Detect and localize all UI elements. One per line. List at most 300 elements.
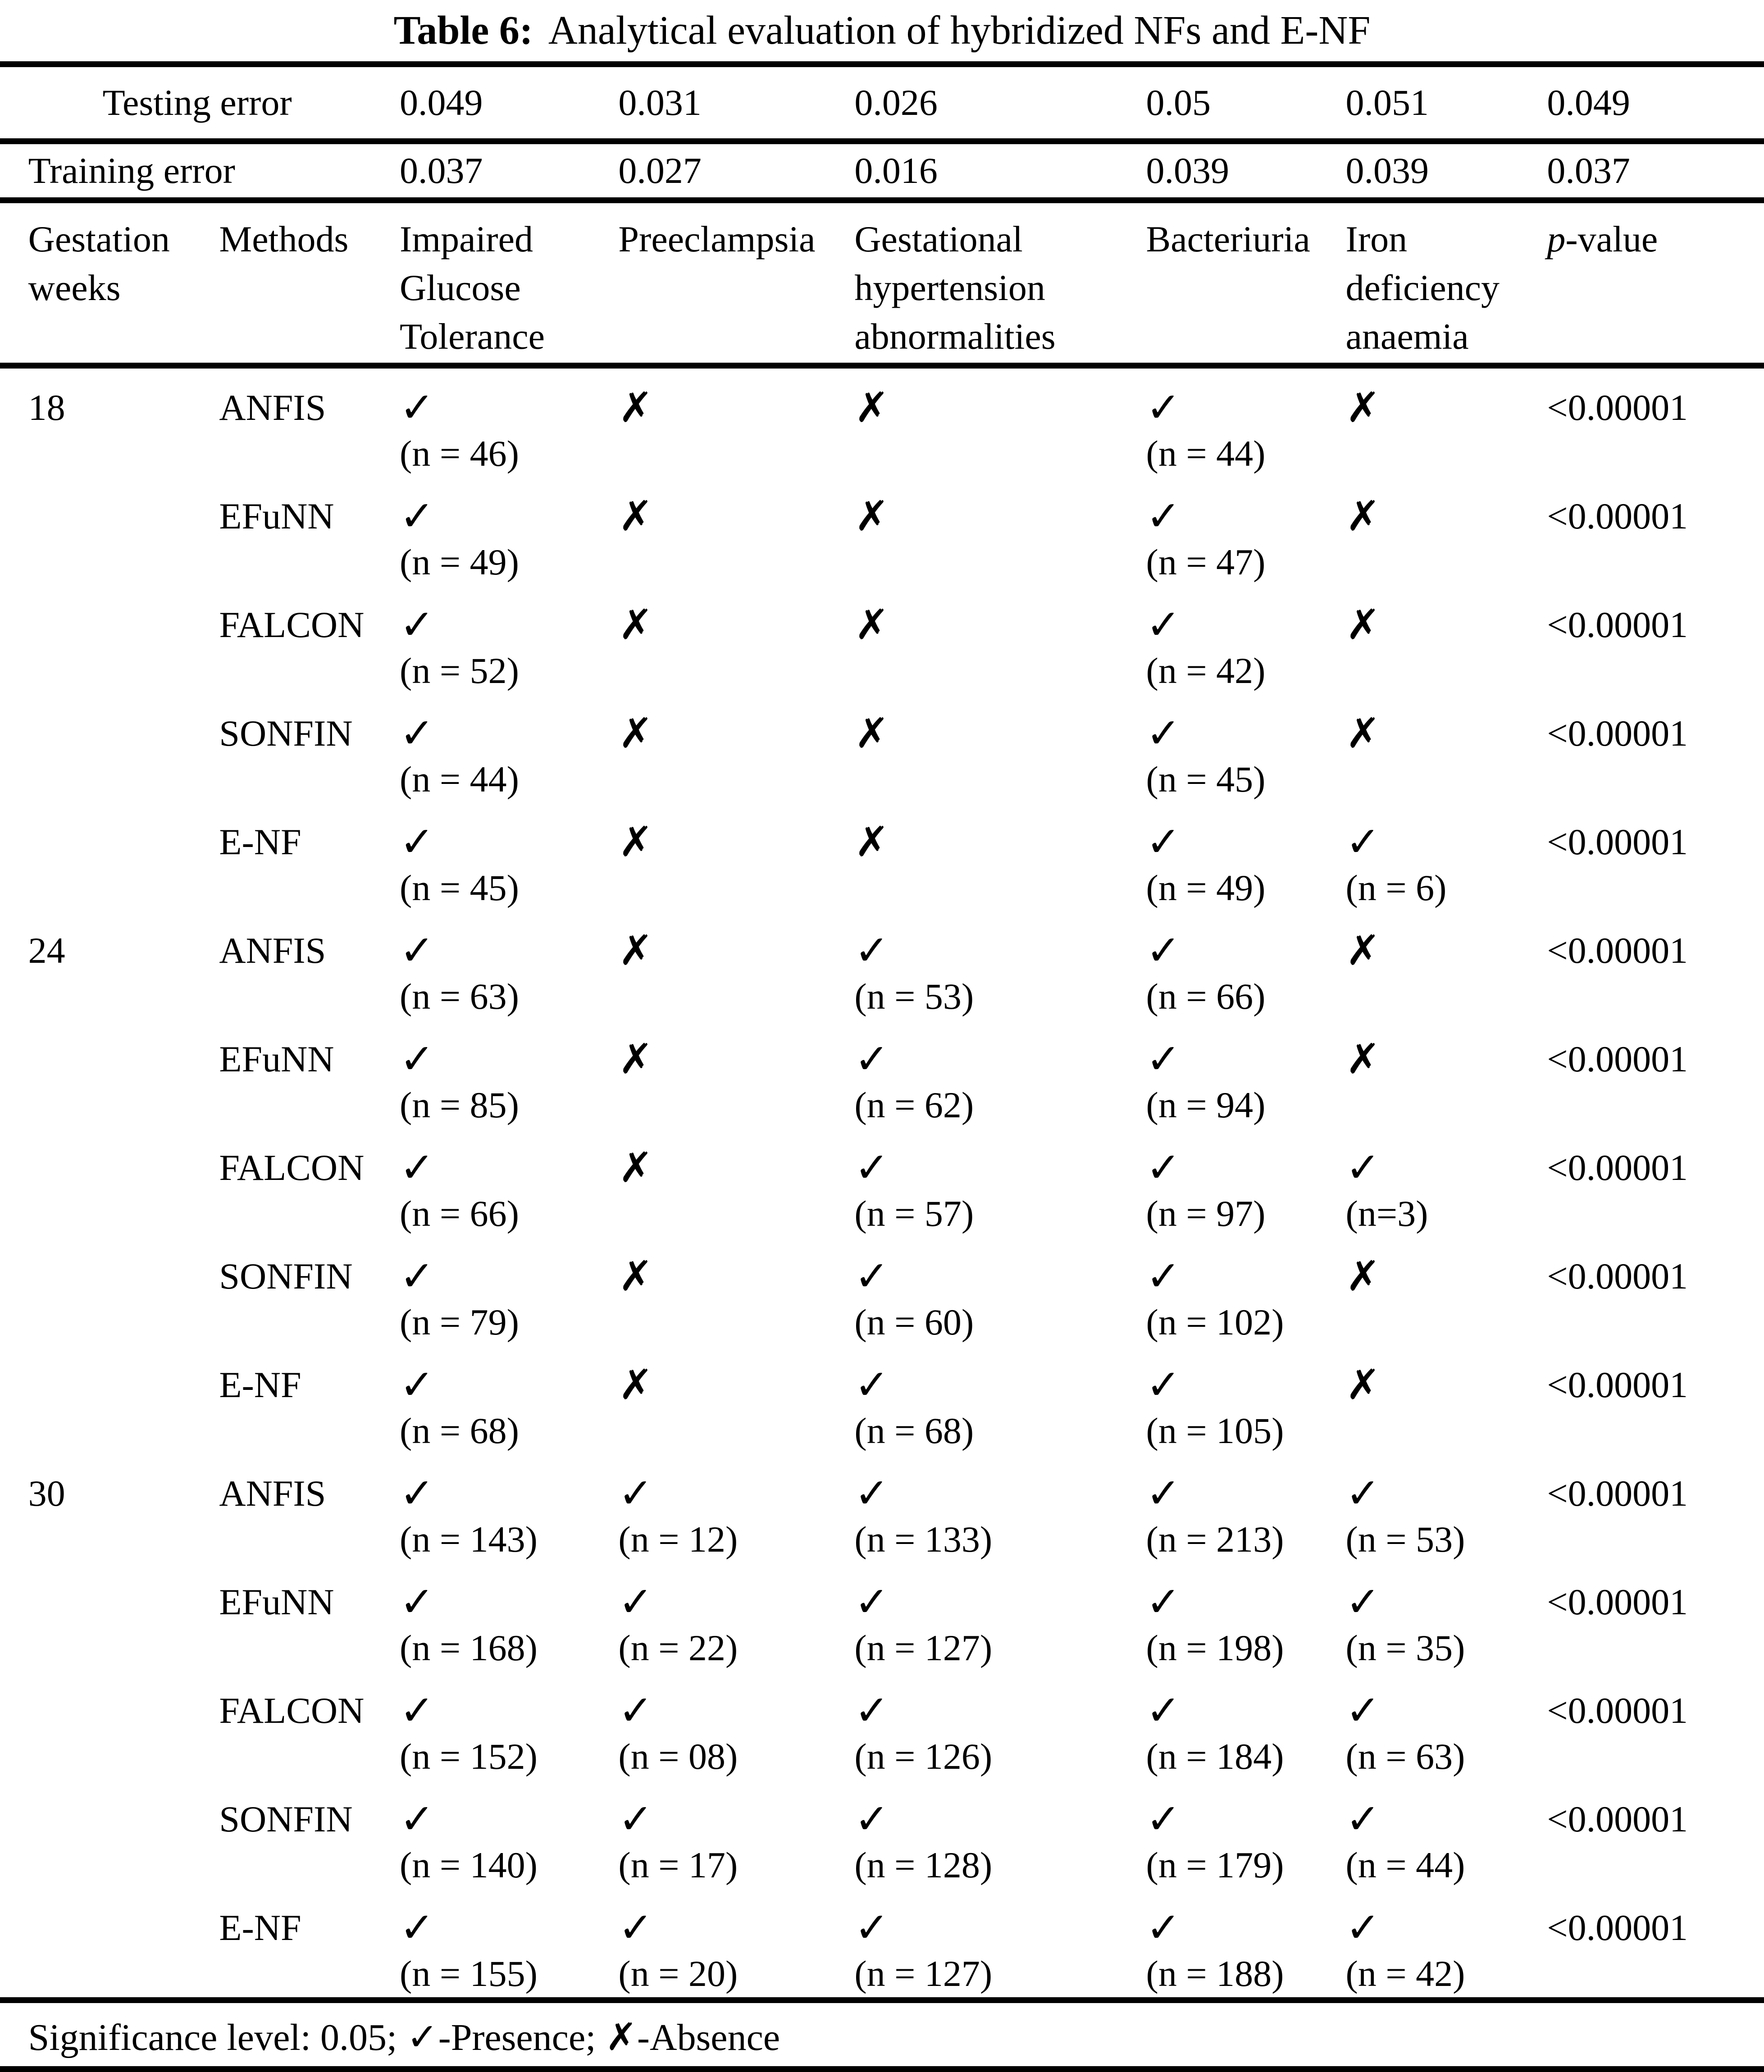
p-value-cell: <0.00001: [1547, 930, 1688, 971]
check-icon: ✓: [854, 1469, 889, 1517]
finding-cell: [1346, 1145, 1547, 1237]
sample-size: (n = 94): [1146, 1084, 1266, 1125]
cross-icon: ✗: [618, 1252, 653, 1300]
finding-cell: [400, 1145, 618, 1237]
significance-note: Significance level: 0.05; ✓-Presence; ✗-Absence: [28, 2017, 780, 2058]
finding-cell: [1346, 1362, 1547, 1454]
gestation-week-cell: [28, 1688, 219, 1780]
check-icon: ✓: [400, 601, 435, 649]
p-value-cell: <0.00001: [1547, 1799, 1688, 1840]
finding-cell: [1146, 1253, 1346, 1346]
check-icon: ✓: [400, 1795, 435, 1843]
gestation-week-cell: [28, 1905, 219, 1997]
finding-cell: [1146, 928, 1346, 1020]
check-icon: ✓: [400, 709, 435, 757]
sample-size: (n = 44): [1345, 1844, 1465, 1885]
table-caption: [0, 0, 1764, 61]
finding-cell: [1146, 1905, 1346, 1997]
check-icon: ✓: [1146, 1252, 1181, 1300]
check-icon: ✓: [400, 1686, 435, 1735]
sample-size: (n=3): [1345, 1193, 1428, 1234]
finding-cell: [1346, 385, 1547, 477]
sample-size: (n = 168): [400, 1627, 538, 1668]
finding-cell: [854, 819, 1146, 911]
horizontal-rule: [0, 197, 1764, 203]
finding-cell: [1146, 602, 1346, 694]
sample-size: (n = 188): [1146, 1953, 1284, 1994]
table-row: [0, 1889, 1764, 1997]
method-cell: E-NF: [219, 1907, 301, 1948]
finding-cell: [618, 385, 854, 477]
cross-icon: ✗: [618, 1035, 653, 1083]
check-icon: ✓: [1146, 926, 1181, 975]
table-row: [0, 1129, 1764, 1237]
method-cell: SONFIN: [219, 713, 353, 754]
cross-icon: ✗: [1345, 1035, 1381, 1083]
finding-cell: [854, 1688, 1146, 1780]
finding-cell: [400, 928, 618, 1020]
finding-cell: [1346, 1036, 1547, 1129]
sample-size: (n = 53): [854, 976, 974, 1017]
finding-cell: [854, 602, 1146, 694]
check-icon: ✓: [1345, 1904, 1381, 1952]
finding-cell: [1346, 710, 1547, 803]
p-value-cell: <0.00001: [1547, 604, 1688, 645]
col-header-p-value: [1547, 215, 1764, 363]
col-header-bacteriuria: Bacteriuria: [1146, 219, 1310, 260]
check-icon: ✓: [854, 1035, 889, 1083]
sample-size: (n = 105): [1146, 1410, 1284, 1451]
finding-cell: [854, 1362, 1146, 1454]
table-row: [0, 1780, 1764, 1889]
horizontal-rule-body-bottom: [0, 1997, 1764, 2003]
p-value-cell: <0.00001: [1547, 1581, 1688, 1622]
check-icon: ✓: [1146, 1143, 1181, 1192]
sample-size: (n = 97): [1146, 1193, 1266, 1234]
check-icon: ✓: [854, 1795, 889, 1843]
check-icon: ✓: [400, 1578, 435, 1626]
finding-cell: [400, 493, 618, 586]
check-icon: ✓: [618, 1795, 653, 1843]
check-icon: ✓: [1345, 1469, 1381, 1517]
method-cell: FALCON: [219, 604, 365, 645]
finding-cell: [1146, 1579, 1346, 1671]
finding-cell: [1146, 493, 1346, 586]
finding-cell: [854, 385, 1146, 477]
table-row: [0, 1563, 1764, 1671]
col-header-gestation-weeks: Gestation weeks: [28, 219, 170, 308]
cross-icon: ✗: [1345, 926, 1381, 975]
sample-size: (n = 47): [1146, 542, 1266, 583]
cross-icon: ✗: [618, 1143, 653, 1192]
p-value-cell: <0.00001: [1547, 1473, 1688, 1514]
sample-size: (n = 213): [1146, 1519, 1284, 1560]
finding-cell: [400, 1471, 618, 1563]
testing-error-row: [0, 67, 1764, 138]
sample-size: (n = 66): [1146, 976, 1266, 1017]
check-icon: ✓: [400, 1469, 435, 1517]
training-error-value: 0.039: [1345, 150, 1429, 191]
finding-cell: [618, 1796, 854, 1889]
finding-cell: [1146, 710, 1346, 803]
finding-cell: [400, 1688, 618, 1780]
method-cell: ANFIS: [219, 930, 326, 971]
check-icon: ✓: [400, 492, 435, 540]
cross-icon: ✗: [618, 709, 653, 757]
finding-cell: [1146, 1796, 1346, 1889]
finding-cell: [1146, 385, 1346, 477]
method-cell: ANFIS: [219, 387, 326, 428]
check-icon: ✓: [1146, 383, 1181, 432]
p-value-cell: <0.00001: [1547, 1256, 1688, 1297]
finding-cell: [854, 1471, 1146, 1563]
gestation-week-cell: 30: [28, 1473, 65, 1514]
finding-cell: [1346, 1796, 1547, 1889]
sample-size: (n = 42): [1345, 1953, 1465, 1994]
check-icon: ✓: [1146, 1578, 1181, 1626]
check-icon: ✓: [1345, 1795, 1381, 1843]
cross-icon: ✗: [618, 926, 653, 975]
sample-size: (n = 53): [1345, 1519, 1465, 1560]
cross-icon: ✗: [1345, 601, 1381, 649]
finding-cell: [400, 1253, 618, 1346]
finding-cell: [400, 1036, 618, 1129]
p-value-cell: <0.00001: [1547, 1907, 1688, 1948]
check-icon: ✓: [1146, 1686, 1181, 1735]
gestation-week-cell: [28, 1579, 219, 1671]
sample-size: (n = 49): [400, 542, 519, 583]
col-header-impaired-glucose-tolerance: Impaired Glucose Tolerance: [400, 219, 545, 357]
finding-cell: [618, 819, 854, 911]
sample-size: (n = 133): [854, 1519, 993, 1560]
cross-icon: ✗: [1345, 383, 1381, 432]
sample-size: (n = 198): [1146, 1627, 1284, 1668]
finding-cell: [618, 1036, 854, 1129]
p-value-cell: <0.00001: [1547, 1690, 1688, 1731]
method-cell: SONFIN: [219, 1799, 353, 1840]
finding-cell: [854, 1036, 1146, 1129]
table-row: [0, 1671, 1764, 1780]
finding-cell: [1346, 1253, 1547, 1346]
testing-error-value: 0.05: [1146, 82, 1211, 123]
p-value-cell: <0.00001: [1547, 821, 1688, 862]
method-cell: ANFIS: [219, 1473, 326, 1514]
p-value-italic-p: p: [1547, 219, 1566, 260]
sample-size: (n = 85): [400, 1084, 519, 1125]
testing-error-value: 0.026: [854, 82, 938, 123]
finding-cell: [854, 1253, 1146, 1346]
check-icon: ✓: [618, 1578, 653, 1626]
testing-error-label: Testing error: [102, 82, 292, 123]
finding-cell: [618, 1579, 854, 1671]
finding-cell: [400, 385, 618, 477]
horizontal-rule-bottom: [0, 2066, 1764, 2072]
check-icon: ✓: [1146, 818, 1181, 866]
method-cell: FALCON: [219, 1690, 365, 1731]
gestation-week-cell: [28, 819, 219, 911]
sample-size: (n = 127): [854, 1627, 993, 1668]
finding-cell: [1346, 819, 1547, 911]
table-row: [0, 1454, 1764, 1563]
table-row: [0, 694, 1764, 803]
cross-icon: ✗: [854, 383, 889, 432]
training-error-value: 0.037: [1547, 150, 1630, 191]
finding-cell: [618, 493, 854, 586]
sample-size: (n = 52): [400, 650, 519, 691]
column-header-row: [0, 203, 1764, 363]
check-icon: ✓: [1146, 1361, 1181, 1409]
sample-size: (n = 126): [854, 1736, 993, 1777]
check-icon: ✓: [400, 1252, 435, 1300]
sample-size: (n = 17): [618, 1844, 738, 1885]
p-value-cell: <0.00001: [1547, 1147, 1688, 1188]
sample-size: (n = 49): [1146, 867, 1266, 908]
sample-size: (n = 44): [1146, 433, 1266, 474]
finding-cell: [400, 1579, 618, 1671]
table-row: [0, 1020, 1764, 1129]
gestation-week-cell: [28, 602, 219, 694]
sample-size: (n = 45): [1146, 759, 1266, 800]
sample-size: (n = 155): [400, 1953, 538, 1994]
finding-cell: [854, 1145, 1146, 1237]
sample-size: (n = 22): [618, 1627, 738, 1668]
cross-icon: ✗: [854, 709, 889, 757]
finding-cell: [1146, 1362, 1346, 1454]
finding-cell: [400, 602, 618, 694]
finding-cell: [618, 928, 854, 1020]
check-icon: ✓: [400, 818, 435, 866]
cross-icon: ✗: [1345, 709, 1381, 757]
finding-cell: [618, 1145, 854, 1237]
check-icon: ✓: [400, 1904, 435, 1952]
sample-size: (n = 79): [400, 1302, 519, 1343]
gestation-week-cell: [28, 1796, 219, 1889]
method-cell: EFuNN: [219, 1038, 334, 1079]
cross-icon: ✗: [618, 492, 653, 540]
finding-cell: [1346, 1905, 1547, 1997]
finding-cell: [854, 928, 1146, 1020]
finding-cell: [854, 493, 1146, 586]
finding-cell: [618, 602, 854, 694]
finding-cell: [1346, 1688, 1547, 1780]
sample-size: (n = 184): [1146, 1736, 1284, 1777]
gestation-week-cell: [28, 1036, 219, 1129]
sample-size: (n = 6): [1345, 867, 1447, 908]
check-icon: ✓: [618, 1469, 653, 1517]
horizontal-rule-header-bottom: [0, 363, 1764, 369]
finding-cell: [400, 710, 618, 803]
cross-icon: ✗: [854, 818, 889, 866]
col-header-methods: Methods: [219, 219, 349, 260]
method-cell: SONFIN: [219, 1256, 353, 1297]
check-icon: ✓: [1146, 492, 1181, 540]
sample-size: (n = 08): [618, 1736, 738, 1777]
testing-error-value: 0.031: [618, 82, 702, 123]
finding-cell: [400, 819, 618, 911]
cross-icon: ✗: [1345, 492, 1381, 540]
sample-size: (n = 68): [854, 1410, 974, 1451]
sample-size: (n = 12): [618, 1519, 738, 1560]
check-icon: ✓: [1146, 1795, 1181, 1843]
finding-cell: [1146, 1688, 1346, 1780]
check-icon: ✓: [618, 1904, 653, 1952]
check-icon: ✓: [854, 1252, 889, 1300]
check-icon: ✓: [400, 926, 435, 975]
training-error-label: Training error: [28, 150, 235, 191]
testing-error-value: 0.049: [400, 82, 483, 123]
table-row: [0, 1346, 1764, 1454]
method-cell: EFuNN: [219, 496, 334, 537]
gestation-week-cell: [28, 493, 219, 586]
cross-icon: ✗: [618, 1361, 653, 1409]
check-icon: ✓: [400, 383, 435, 432]
table-title-text: Analytical evaluation of hybridized NFs and E-NF: [548, 8, 1371, 53]
check-icon: ✓: [400, 1361, 435, 1409]
check-icon: ✓: [1146, 601, 1181, 649]
finding-cell: [618, 1688, 854, 1780]
check-icon: ✓: [1146, 1469, 1181, 1517]
finding-cell: [1146, 1036, 1346, 1129]
table-row: [0, 1237, 1764, 1346]
sample-size: (n = 35): [1345, 1627, 1465, 1668]
p-value-cell: <0.00001: [1547, 387, 1688, 428]
check-icon: ✓: [1146, 709, 1181, 757]
sample-size: (n = 46): [400, 433, 519, 474]
sample-size: (n = 68): [400, 1410, 519, 1451]
sample-size: (n = 45): [400, 867, 519, 908]
finding-cell: [618, 1362, 854, 1454]
sample-size: (n = 128): [854, 1844, 993, 1885]
finding-cell: [400, 1796, 618, 1889]
method-cell: E-NF: [219, 821, 301, 862]
check-icon: ✓: [1146, 1035, 1181, 1083]
check-icon: ✓: [1345, 1143, 1381, 1192]
training-error-value: 0.037: [400, 150, 483, 191]
sample-size: (n = 44): [400, 759, 519, 800]
p-value-cell: <0.00001: [1547, 1038, 1688, 1079]
table-body: [0, 369, 1764, 1997]
finding-cell: [618, 710, 854, 803]
table-row: [0, 369, 1764, 477]
check-icon: ✓: [1345, 818, 1381, 866]
col-header-iron-deficiency-anaemia: Iron deficiency anaemia: [1345, 219, 1500, 357]
table-row: [0, 911, 1764, 1020]
check-icon: ✓: [854, 1686, 889, 1735]
check-icon: ✓: [400, 1035, 435, 1083]
training-error-value: 0.016: [854, 150, 938, 191]
p-value-cell: <0.00001: [1547, 1364, 1688, 1405]
sample-size: (n = 140): [400, 1844, 538, 1885]
finding-cell: [854, 710, 1146, 803]
finding-cell: [1346, 928, 1547, 1020]
table-number: Table 6:: [393, 8, 533, 53]
finding-cell: [400, 1362, 618, 1454]
testing-error-value: 0.051: [1345, 82, 1429, 123]
method-cell: FALCON: [219, 1147, 365, 1188]
horizontal-rule: [0, 138, 1764, 144]
finding-cell: [854, 1905, 1146, 1997]
sample-size: (n = 179): [1146, 1844, 1284, 1885]
gestation-week-cell: [28, 1145, 219, 1237]
check-icon: ✓: [1345, 1686, 1381, 1735]
table-row: [0, 586, 1764, 694]
cross-icon: ✗: [854, 601, 889, 649]
finding-cell: [618, 1905, 854, 1997]
sample-size: (n = 127): [854, 1953, 993, 1994]
check-icon: ✓: [854, 1361, 889, 1409]
check-icon: ✓: [400, 1143, 435, 1192]
p-value-rest: -value: [1565, 219, 1658, 260]
sample-size: (n = 66): [400, 1193, 519, 1234]
cross-icon: ✗: [1345, 1361, 1381, 1409]
finding-cell: [618, 1471, 854, 1563]
finding-cell: [854, 1796, 1146, 1889]
col-header-gestational-hypertension: Gestational hypertension abnormalities: [854, 219, 1056, 357]
check-icon: ✓: [854, 1904, 889, 1952]
finding-cell: [1146, 1145, 1346, 1237]
sample-size: (n = 42): [1146, 650, 1266, 691]
check-icon: ✓: [854, 1143, 889, 1192]
gestation-week-cell: [28, 710, 219, 803]
method-cell: E-NF: [219, 1364, 301, 1405]
sample-size: (n = 62): [854, 1084, 974, 1125]
finding-cell: [1346, 602, 1547, 694]
cross-icon: ✗: [618, 818, 653, 866]
finding-cell: [400, 1905, 618, 1997]
cross-icon: ✗: [618, 383, 653, 432]
sample-size: (n = 63): [1345, 1736, 1465, 1777]
sample-size: (n = 20): [618, 1953, 738, 1994]
training-error-value: 0.039: [1146, 150, 1230, 191]
sample-size: (n = 143): [400, 1519, 538, 1560]
gestation-week-cell: [28, 1362, 219, 1454]
cross-icon: ✗: [618, 601, 653, 649]
training-error-value: 0.027: [618, 150, 702, 191]
sample-size: (n = 57): [854, 1193, 974, 1234]
check-icon: ✓: [854, 926, 889, 975]
cross-icon: ✗: [1345, 1252, 1381, 1300]
finding-cell: [854, 1579, 1146, 1671]
p-value-cell: <0.00001: [1547, 496, 1688, 537]
method-cell: EFuNN: [219, 1581, 334, 1622]
finding-cell: [618, 1253, 854, 1346]
finding-cell: [1346, 493, 1547, 586]
table-row: [0, 803, 1764, 911]
finding-cell: [1346, 1471, 1547, 1563]
cross-icon: ✗: [854, 492, 889, 540]
check-icon: ✓: [854, 1578, 889, 1626]
check-icon: ✓: [1345, 1578, 1381, 1626]
gestation-week-cell: 24: [28, 930, 65, 971]
testing-error-value: 0.049: [1547, 82, 1630, 123]
finding-cell: [1146, 819, 1346, 911]
sample-size: (n = 152): [400, 1736, 538, 1777]
sample-size: (n = 102): [1146, 1302, 1284, 1343]
training-error-row: [0, 144, 1764, 197]
p-value-cell: <0.00001: [1547, 713, 1688, 754]
check-icon: ✓: [618, 1686, 653, 1735]
horizontal-rule-top: [0, 61, 1764, 67]
check-icon: ✓: [1146, 1904, 1181, 1952]
gestation-week-cell: 18: [28, 387, 65, 428]
table-row: [0, 477, 1764, 586]
sample-size: (n = 60): [854, 1302, 974, 1343]
sample-size: (n = 63): [400, 976, 519, 1017]
finding-cell: [1346, 1579, 1547, 1671]
finding-cell: [1146, 1471, 1346, 1563]
gestation-week-cell: [28, 1253, 219, 1346]
col-header-preeclampsia: Preeclampsia: [618, 219, 816, 260]
